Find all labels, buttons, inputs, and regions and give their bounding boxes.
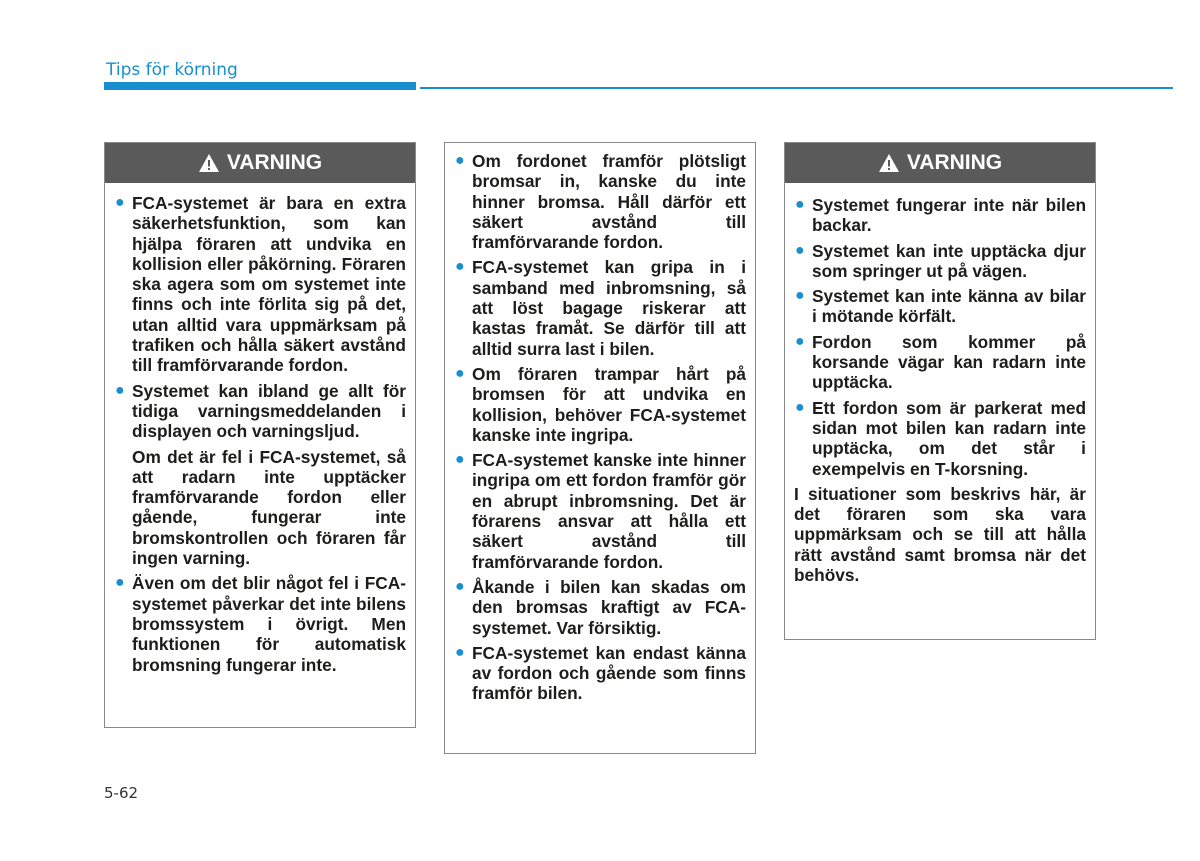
warning-box-right (784, 142, 1096, 640)
list-item (794, 332, 1086, 393)
bullet-icon: ● (455, 451, 465, 469)
warning-label: VARNING (226, 151, 323, 174)
warning-header (785, 143, 1095, 183)
bullet-icon: ● (455, 258, 465, 276)
list-item (114, 381, 406, 569)
list-item (794, 195, 1086, 236)
list-item (454, 577, 746, 638)
list-item-text: FCA-systemet kanske inte hinner ingripa om ett fordon framför gör en abrupt inbromsning. Det är förarens ansvar att hålla ett säkert avstånd till framförvarande fordon. (472, 450, 746, 572)
warning-list (794, 195, 1086, 479)
header-rule-thick (104, 82, 416, 90)
list-item-text: FCA-systemet är bara en extra säkerhetsfunktion, som kan hjälpa föraren att undvika en kollision eller påkörning. Föraren ska agera som om systemet inte finns och inte förlita sig på det, utan alltid vara uppmärksam på trafiken och hålla säkert avstånd till framförvarande fordon. (132, 193, 406, 376)
list-item-text: Fordon som kommer på korsande vägar kan radarn inte upptäcka. (812, 331, 1086, 393)
list-item (454, 257, 746, 358)
bullet-icon: ● (795, 332, 805, 350)
bullet-icon: ● (795, 398, 805, 416)
info-list (454, 151, 746, 704)
warning-label: VARNING (906, 151, 1003, 174)
warning-note: I situationer som beskrivs här, är det föraren som ska vara uppmärksam och se till att hålla rätt avstånd samt bromsa när det behövs. (794, 483, 1086, 586)
bullet-icon: ● (115, 574, 125, 592)
bullet-icon: ● (455, 577, 465, 595)
bullet-icon: ● (795, 196, 805, 213)
warning-box-left (104, 142, 416, 728)
list-item-text: Även om det blir något fel i FCA-systemet påverkar det inte bilens bromssystem i övrigt. Men funktionen för automatisk bromsning fungerar inte. (132, 573, 406, 675)
warning-header (105, 143, 415, 183)
header-rule-thin (420, 87, 1173, 89)
bullet-icon: ● (455, 152, 465, 169)
list-item (454, 643, 746, 704)
list-item-text: Om föraren trampar hårt på bromsen för att undvika en kollision, behöver FCA-systemet kanske inte ingripa. (472, 363, 746, 445)
bullet-icon: ● (795, 241, 805, 259)
bullet-icon: ● (115, 194, 125, 211)
list-item (114, 573, 406, 674)
list-item-text: Ett fordon som är parkerat med sidan mot bilen kan radarn inte upptäcka, om det står i exempelvis en T-korsning. (812, 397, 1086, 479)
list-item-extra-text: Om det är fel i FCA-systemet, så att radarn inte upptäcker framförvarande fordon eller gående, fungerar inte bromskontrollen och föraren får ingen varning. (132, 446, 406, 569)
bullet-icon: ● (455, 364, 465, 382)
list-item-text: Om fordonet framför plötsligt bromsar in, kanske du inte hinner bromsa. Håll därför ett säkert avstånd till framförvarande fordon. (472, 151, 746, 253)
section-title: Tips för körning (106, 60, 238, 80)
warning-triangle-icon (878, 153, 900, 173)
bullet-icon: ● (455, 643, 465, 661)
list-item-text: Åkande i bilen kan skadas om den bromsas kraftigt av FCA-systemet. Var försiktig. (472, 576, 746, 638)
page-number: 5-62 (104, 784, 139, 802)
info-box-middle (444, 142, 756, 754)
list-item (794, 398, 1086, 479)
list-item (454, 450, 746, 572)
list-item-text: Systemet kan inte upptäcka djur som springer ut på vägen. (812, 240, 1086, 281)
list-item (454, 151, 746, 252)
list-item (454, 364, 746, 445)
warning-list (114, 193, 406, 675)
list-item-text: FCA-systemet kan endast känna av fordon och gående som finns framför bilen. (472, 642, 746, 704)
list-item (114, 193, 406, 376)
list-item (794, 286, 1086, 327)
list-item-text: Systemet kan ibland ge allt för tidiga varningsmeddelanden i displayen och varningsljud. (132, 380, 406, 442)
list-item-text: Systemet kan inte känna av bilar i mötande körfält. (812, 286, 1086, 327)
list-item-text: FCA-systemet kan gripa in i samband med inbromsning, så att löst bagage riskerar att kastas framåt. Se därför till att alltid surra last i bilen. (472, 257, 746, 359)
list-item-text: Systemet fungerar inte när bilen backar. (812, 195, 1086, 236)
bullet-icon: ● (115, 381, 125, 399)
list-item (794, 241, 1086, 282)
warning-triangle-icon (198, 153, 220, 173)
bullet-icon: ● (795, 287, 805, 305)
